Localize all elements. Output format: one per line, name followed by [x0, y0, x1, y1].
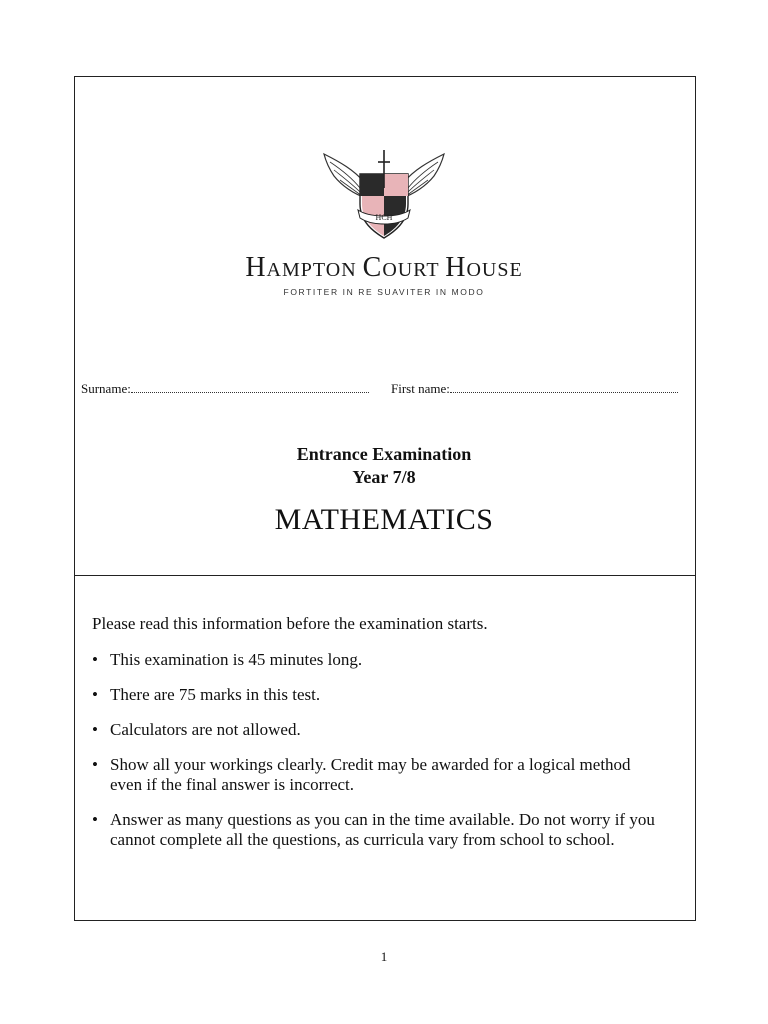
exam-subject: MATHEMATICS [274, 503, 494, 536]
surname-label: Surname: [81, 381, 131, 396]
instructions-intro: Please read this information before the examination starts. [92, 614, 488, 633]
list-item: • Answer as many questions as you can in the time available. Do not worry if you cannot complete all the questions, as curricula vary from school to school. [92, 810, 655, 849]
bullet-icon: • [92, 685, 98, 704]
instructions-list [92, 650, 692, 865]
surname-dotted-line[interactable] [131, 382, 369, 393]
bullet-icon: • [92, 650, 98, 669]
exam-year: Year 7/8 [352, 467, 416, 487]
list-item: • Calculators are not allowed. [92, 720, 301, 739]
school-crest-logo [320, 148, 448, 242]
crest-initials: HCH [375, 213, 393, 222]
school-name: HAMPTON COURT HOUSE [245, 252, 523, 283]
bullet-icon: • [92, 810, 98, 829]
page-number: 1 [380, 949, 388, 964]
list-item: • There are 75 marks in this test. [92, 685, 321, 704]
exam-title: Entrance Examination [296, 444, 472, 464]
surname-field[interactable] [81, 381, 369, 397]
list-item: • This examination is 45 minutes long. [92, 650, 363, 669]
first-name-field[interactable] [391, 381, 678, 397]
first-name-dotted-line[interactable] [450, 382, 678, 393]
bullet-icon: • [92, 755, 98, 774]
bullet-icon: • [92, 720, 98, 739]
school-motto: FORTITER IN RE SUAVITER IN MODO [283, 287, 485, 297]
first-name-label: First name: [391, 381, 450, 396]
list-item: • Show all your workings clearly. Credit may be awarded for a logical method even if the final answer is incorrect. [92, 755, 631, 794]
